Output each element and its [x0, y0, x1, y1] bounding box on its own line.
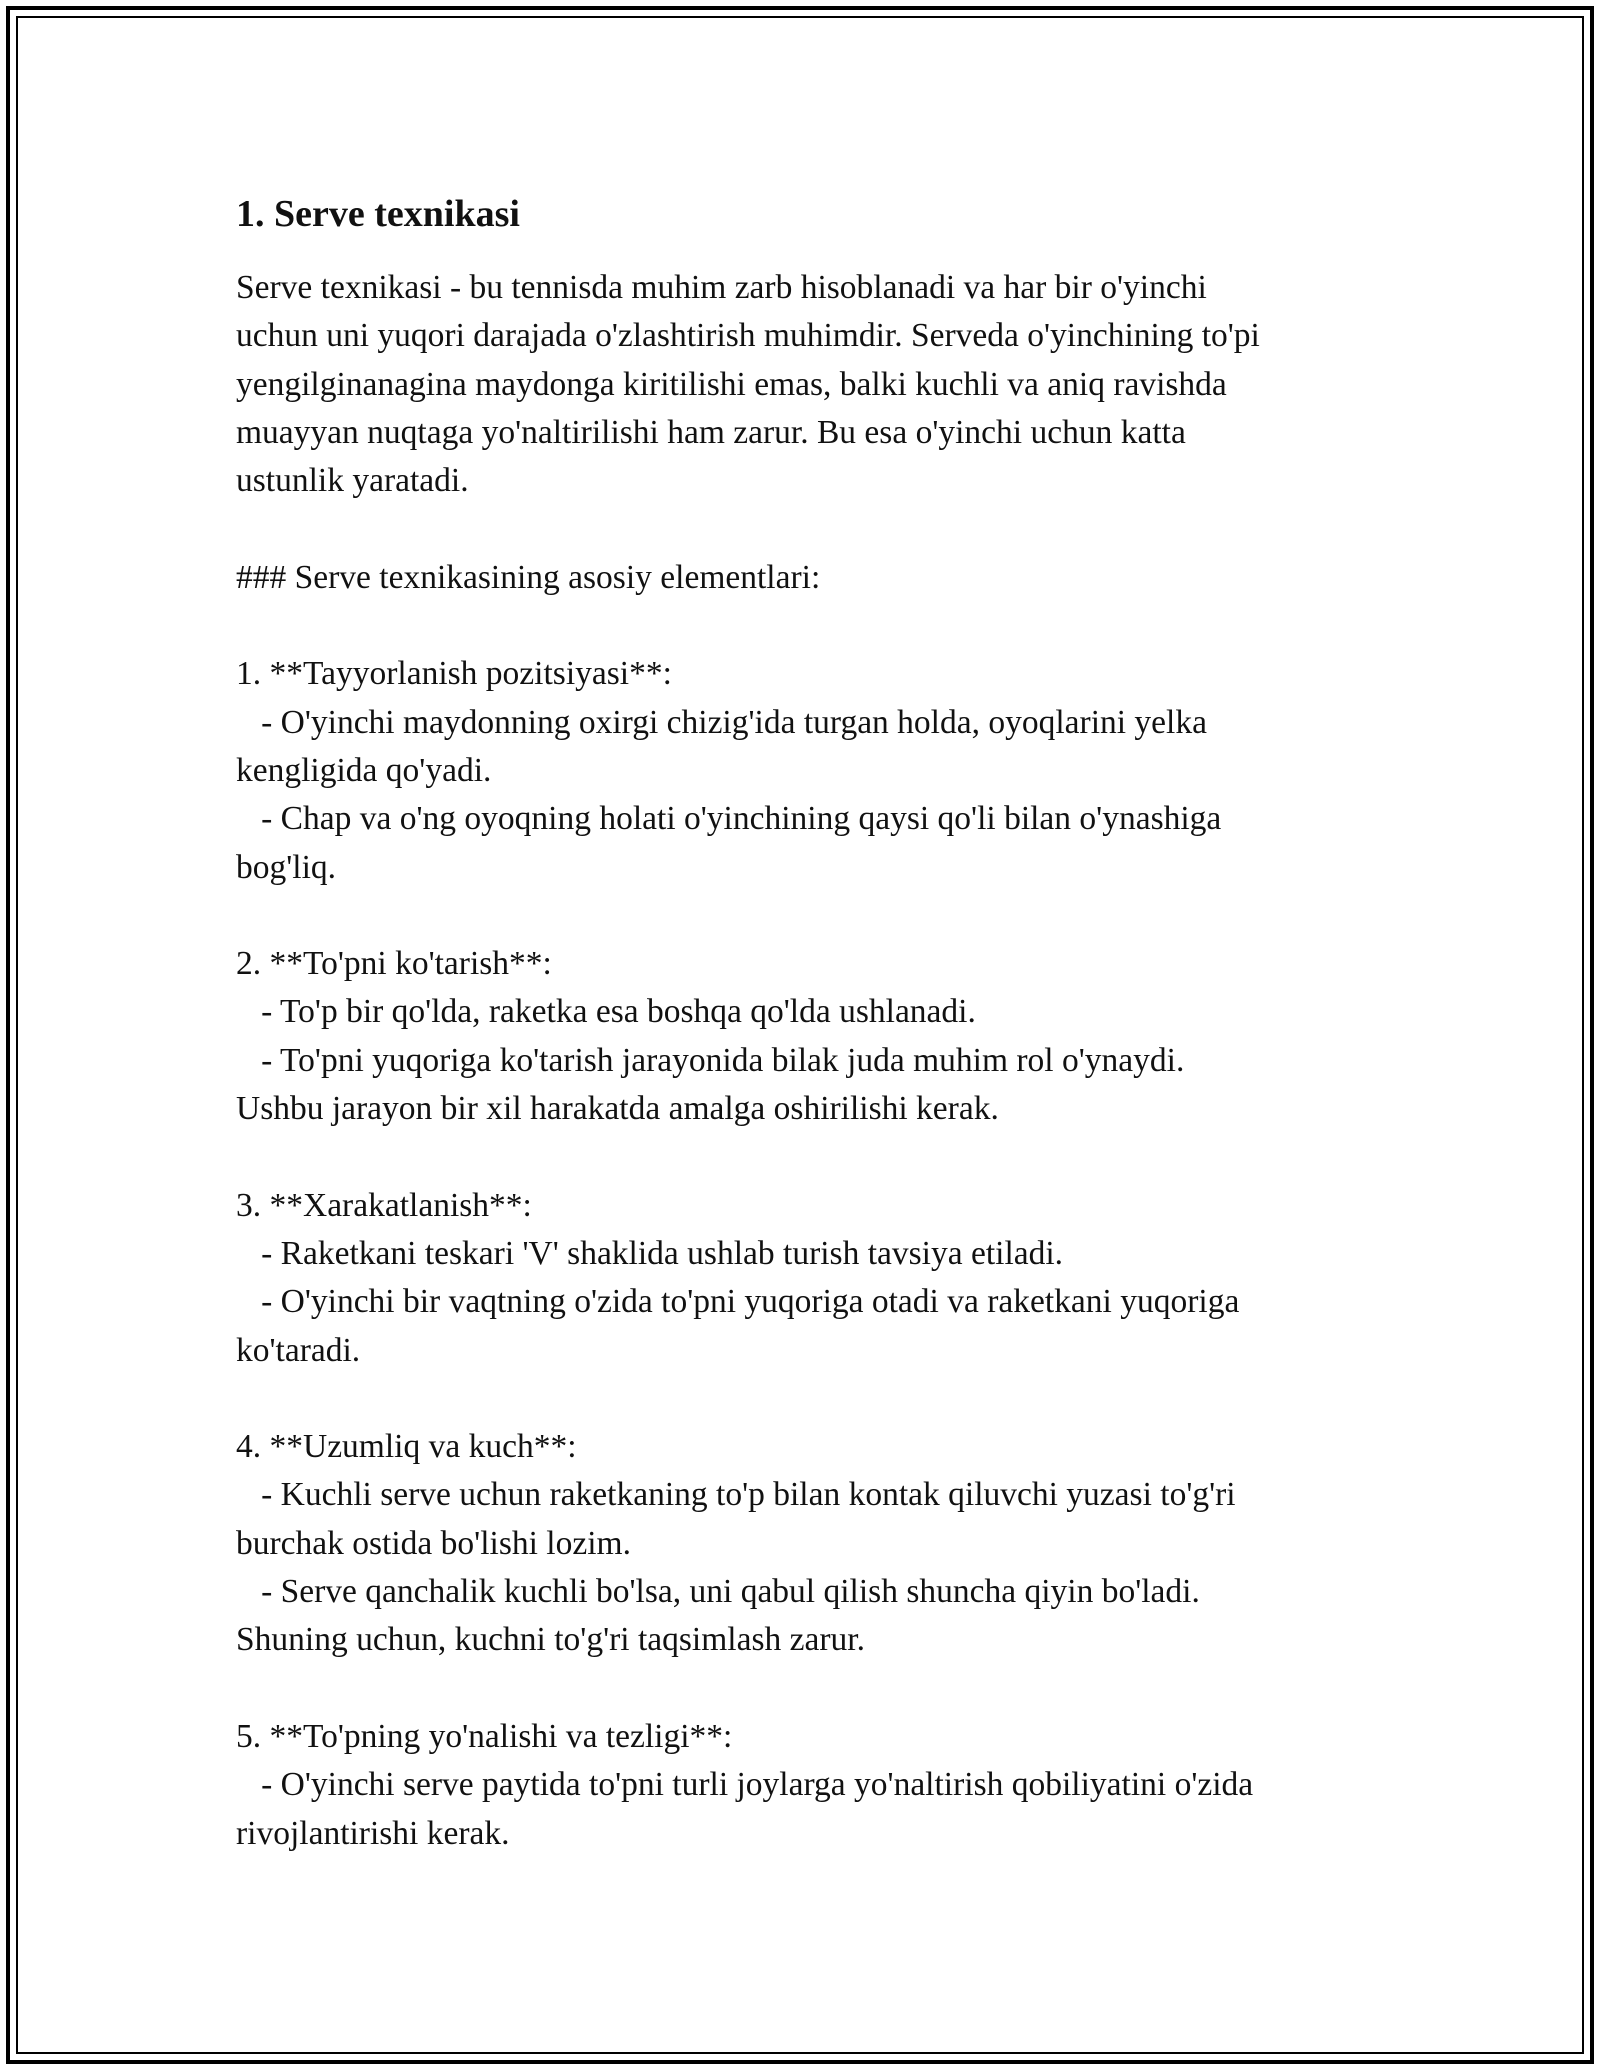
- text-line: 1. **Tayyorlanish pozitsiyasi**:: [236, 655, 672, 693]
- text-line: 3. **Xarakatlanish**:: [236, 1186, 532, 1224]
- text-line: yengilginanagina maydonga kiritilishi emas, balki kuchli va aniq ravishda: [236, 365, 1227, 403]
- text-line: - O'yinchi maydonning oxirgi chizig'ida turgan holda, oyoqlarini yelka: [236, 703, 1207, 741]
- text-line: ustunlik yaratadi.: [236, 462, 469, 500]
- text-line: - Chap va o'ng oyoqning holati o'yinchining qaysi qo'li bilan o'ynashiga: [236, 800, 1222, 838]
- text-line: 5. **To'pning yo'nalishi va tezligi**:: [236, 1717, 733, 1755]
- document-body: [236, 190, 1386, 1858]
- text-line: Shuning uchun, kuchni to'g'ri taqsimlash zarur.: [236, 1621, 865, 1659]
- text-line: uchun uni yuqori darajada o'zlashtirish muhimdir. Serveda o'yinchining to'pi: [236, 317, 1260, 355]
- text-line: - O'yinchi bir vaqtning o'zida to'pni yuqoriga otadi va raketkani yuqoriga: [236, 1283, 1240, 1321]
- text-line: Serve texnikasi - bu tennisda muhim zarb hisoblanadi va har bir o'yinchi: [236, 269, 1207, 306]
- section-heading: 1. Serve texnikasi: [236, 193, 520, 235]
- text-line: muayyan nuqtaga yo'naltirilishi ham zarur. Bu esa o'yinchi uchun katta: [236, 413, 1186, 451]
- text-line: - Kuchli serve uchun raketkaning to'p bilan kontak qiluvchi yuzasi to'g'ri: [236, 1476, 1236, 1514]
- text-line: kengligida qo'yadi.: [236, 751, 492, 789]
- text-line: 2. **To'pni ko'tarish**:: [236, 945, 552, 983]
- text-line: - To'pni yuqoriga ko'tarish jarayonida bilak juda muhim rol o'ynaydi.: [236, 1041, 1185, 1079]
- text-line: - O'yinchi serve paytida to'pni turli joylarga yo'naltirish qobiliyatini o'zida: [236, 1766, 1254, 1804]
- text-line: [236, 1665, 1386, 1713]
- text-line: [236, 1133, 1386, 1181]
- text-line: [236, 892, 1386, 940]
- text-line: Ushbu jarayon bir xil harakatda amalga oshirilishi kerak.: [236, 1090, 999, 1128]
- text-line: bog'liq.: [236, 848, 337, 886]
- text-line: [236, 505, 1386, 553]
- text-line: burchak ostida bo'lishi lozim.: [236, 1524, 631, 1562]
- body-text: [236, 264, 1386, 1858]
- text-line: [236, 1375, 1386, 1423]
- text-line: - Raketkani teskari 'V' shaklida ushlab turish tavsiya etiladi.: [236, 1234, 1064, 1272]
- text-line: rivojlantirishi kerak.: [236, 1814, 510, 1852]
- text-line: - Serve qanchalik kuchli bo'lsa, uni qabul qilish shuncha qiyin bo'ladi.: [236, 1573, 1200, 1611]
- text-line: ### Serve texnikasining asosiy elementlari:: [236, 558, 821, 596]
- text-line: - To'p bir qo'lda, raketka esa boshqa qo'lda ushlanadi.: [236, 993, 976, 1031]
- text-line: [236, 602, 1386, 650]
- text-line: 4. **Uzumliq va kuch**:: [236, 1428, 577, 1466]
- text-line: ko'taradi.: [236, 1331, 361, 1369]
